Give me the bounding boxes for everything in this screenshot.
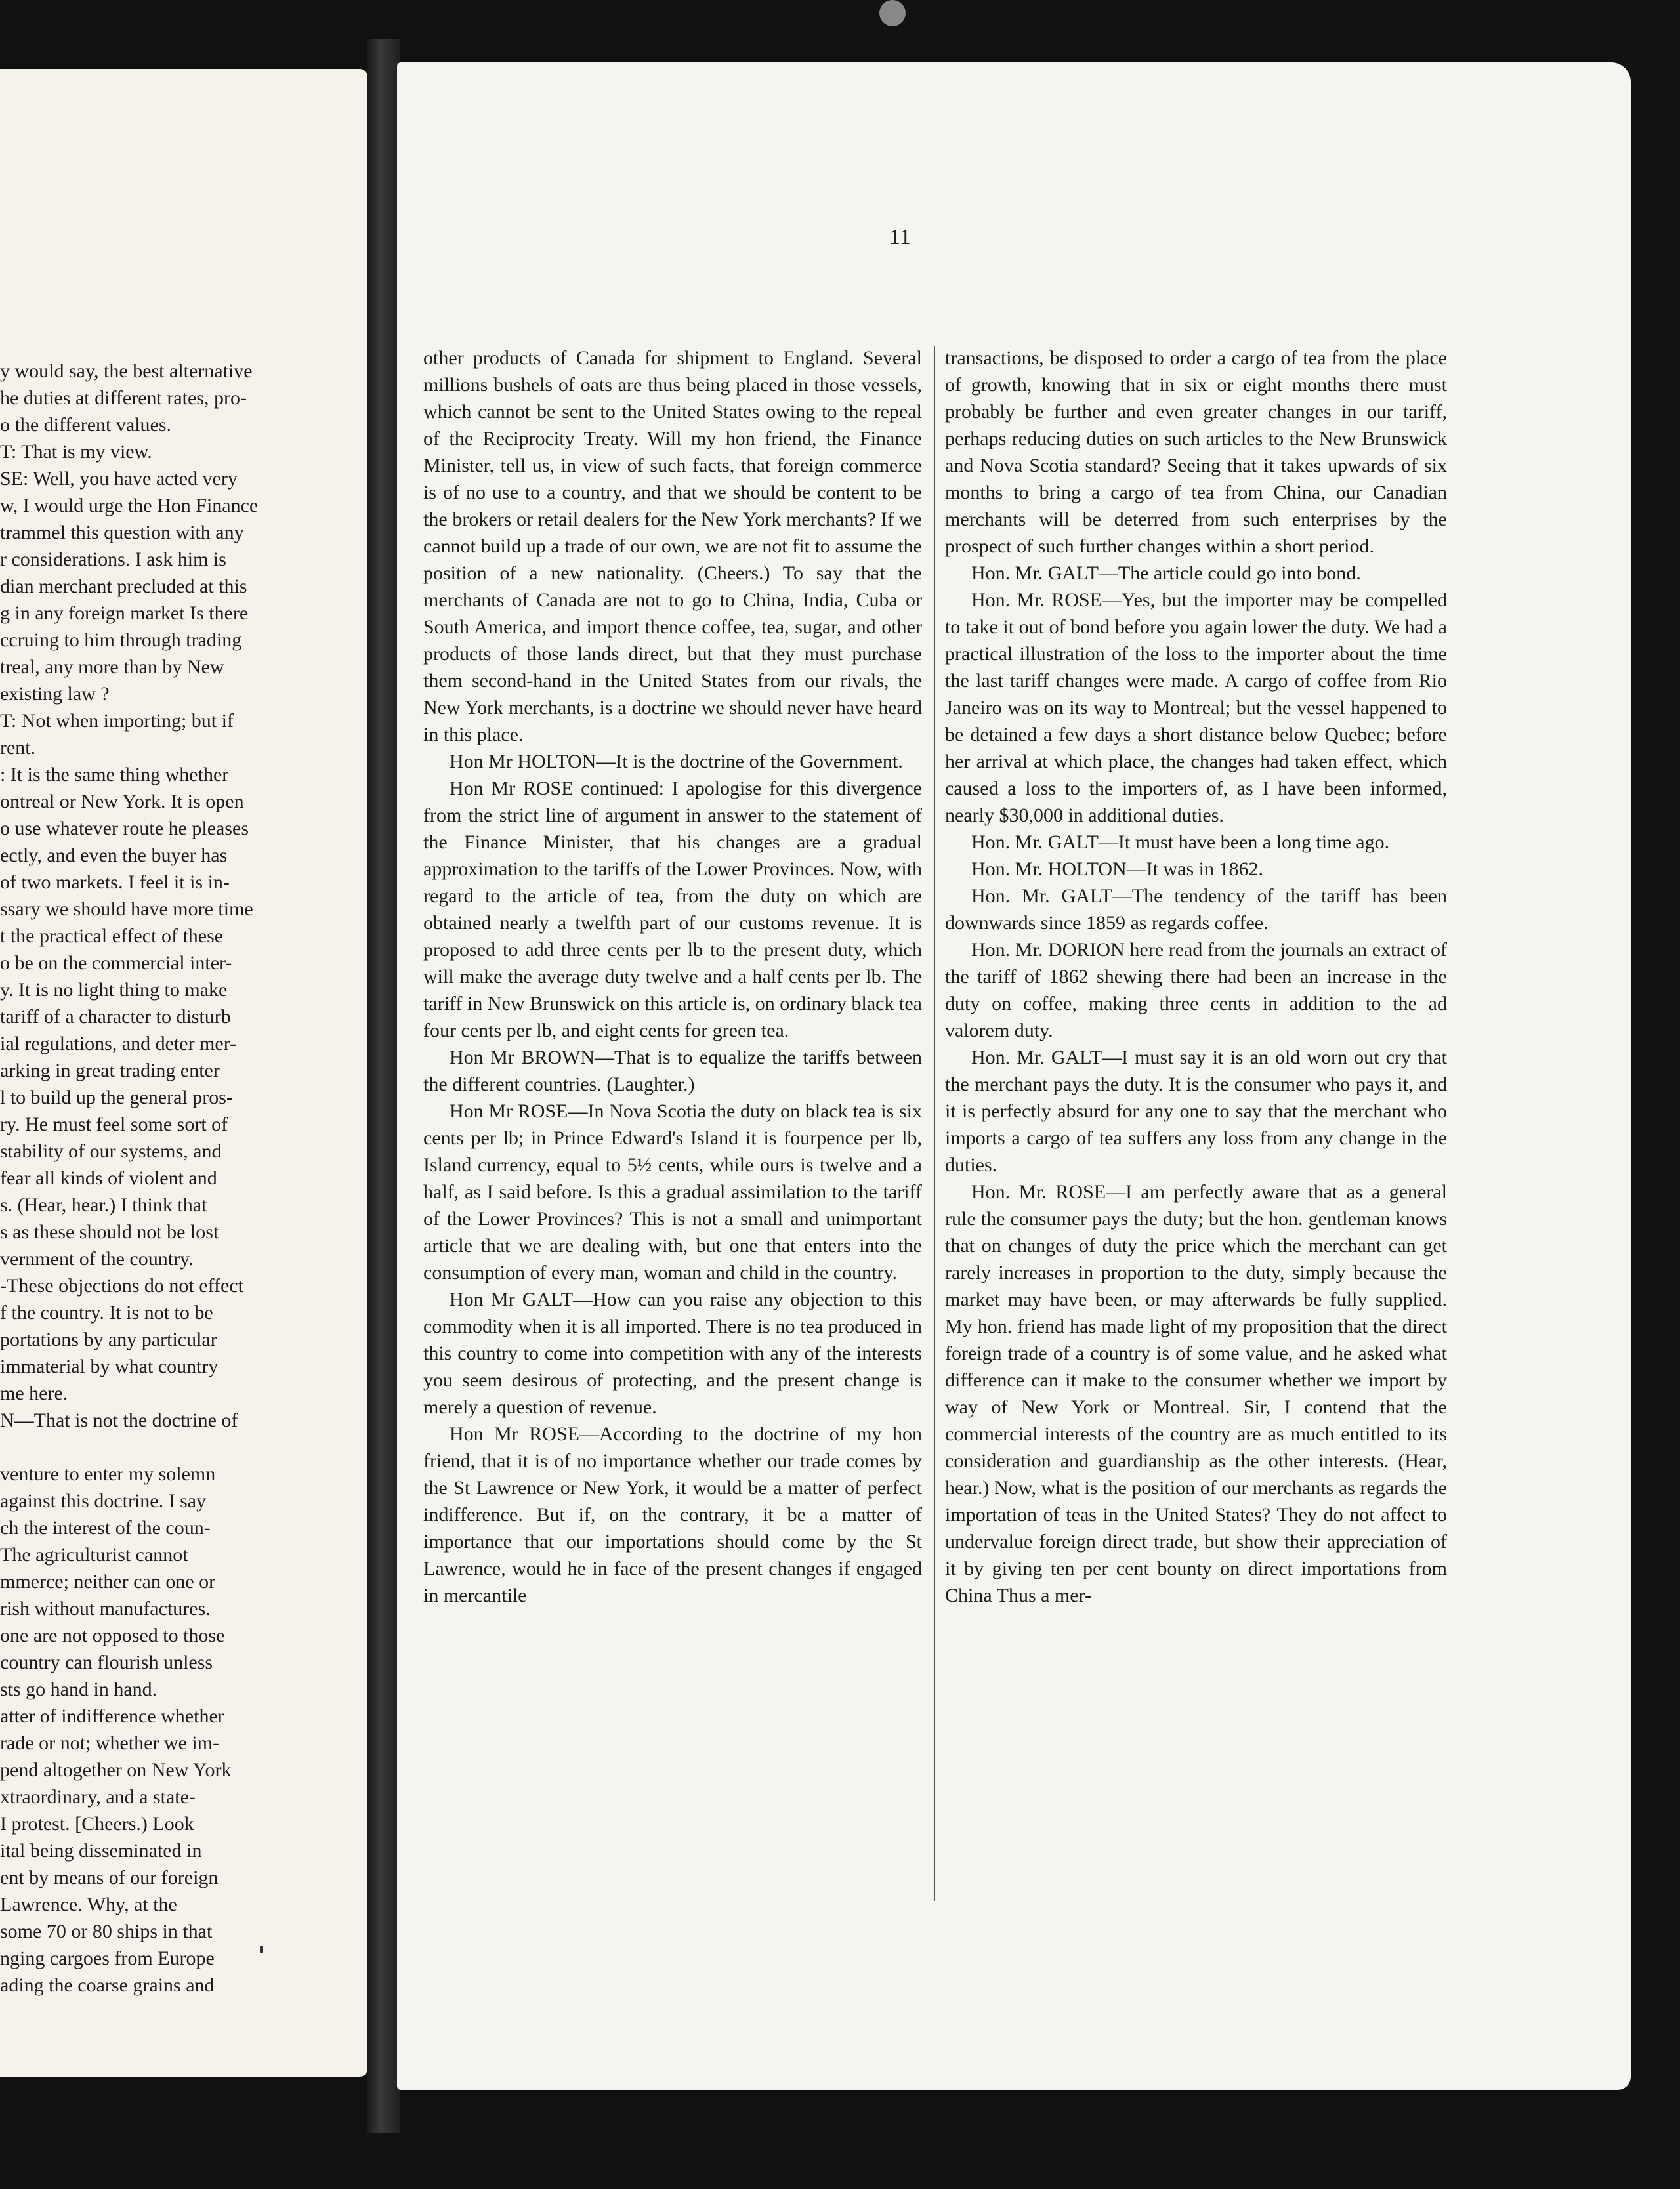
left-page-line: r considerations. I ask him is: [0, 549, 226, 570]
left-page-line: immaterial by what country: [0, 1356, 219, 1377]
left-page-line: ccruing to him through trading: [0, 629, 242, 651]
left-page-line: s. (Hear, hear.) I think that: [0, 1194, 207, 1216]
left-page-line: ading the coarse grains and: [0, 1974, 215, 1996]
book-gutter: [368, 39, 400, 2133]
left-page-line: SE: Well, you have acted very: [0, 468, 238, 490]
left-page-line: he duties at different rates, pro-: [0, 387, 247, 409]
left-page-line: l to build up the general pros-: [0, 1087, 233, 1108]
paragraph: Hon Mr ROSE—In Nova Scotia the duty on black tea is six cents per lb; in Prince Edward's Island it is fourpence per lb, Island currency, equal to 5½ cents, while ours is twelve and a half, as I said before. Is this a gradual assimilation to the tariff of the Lower Provinces? This is not a small and unimportant article that we are dealing with, but one that enters into the consumption of every man, woman and child in the country.: [423, 1100, 922, 1283]
left-page-line: portations by any particular: [0, 1329, 217, 1350]
left-page: [0, 69, 368, 2077]
paragraph: transactions, be disposed to order a cargo of tea from the place of growth, knowing that in six or eight months there must probably be further and even greater changes in our tariff, perhaps reducing duties on such articles to the New Brunswick and Nova Scotia standard? Seeing that it takes upwards of six months to bring a cargo of tea from China, our Canadian merchants will be deterred from such enterprises by the prospect of such further changes within a short period.: [945, 347, 1447, 557]
paragraph: Hon. Mr. GALT—I must say it is an old worn out cry that the merchant pays the duty. It is the consumer who pays it, and it is perfectly absurd for any one to say that the merchant who imports a cargo of tea suffers any loss from any change in the duties.: [945, 1047, 1447, 1176]
paragraph: Hon Mr BROWN—That is to equalize the tariffs between the different countries. (Laughter.): [423, 1047, 922, 1095]
left-page-line: of two markets. I feel it is in-: [0, 871, 230, 893]
left-page-line: sts go hand in hand.: [0, 1678, 158, 1700]
paragraph: Hon Mr ROSE continued: I apologise for this divergence from the strict line of argument in answer to the statement of the Finance Minister, that his changes are a gradual approximation to the tariffs of the Lower Provinces. Now, with regard to the article of tea, from the duty on which are obtained nearly a twelfth part of our customs revenue. It is proposed to add three cents per lb to the present duty, which will make the average duty twelve and a half cents per lb. The tariff in New Brunswick on this article is, on ordinary black tea four cents per lb, and eight cents for green tea.: [423, 778, 922, 1041]
left-page-line: -These objections do not effect: [0, 1275, 243, 1297]
left-page-line: existing law ?: [0, 683, 110, 705]
left-page-line: country can flourish unless: [0, 1652, 213, 1673]
left-page-line: trammel this question with any: [0, 522, 244, 543]
left-page-line: me here.: [0, 1383, 68, 1404]
left-page-line: ial regulations, and deter mer-: [0, 1033, 237, 1054]
paragraph: Hon. Mr. GALT—The article could go into bond.: [971, 562, 1361, 584]
left-page-line: [0, 1434, 331, 1461]
left-page-line: ectly, and even the buyer has: [0, 844, 228, 866]
left-page-line: The agriculturist cannot: [0, 1544, 188, 1566]
left-page-line: tariff of a character to disturb: [0, 1006, 231, 1028]
left-page-line: rade or not; whether we im-: [0, 1732, 220, 1754]
left-page-line: stability of our systems, and: [0, 1140, 222, 1162]
left-page-line: y. It is no light thing to make: [0, 979, 228, 1001]
text-column-left: [423, 344, 922, 1609]
left-page-line: Lawrence. Why, at the: [0, 1894, 177, 1915]
left-page-line: pend altogether on New York: [0, 1759, 232, 1781]
text-column-right: [945, 344, 1447, 1609]
paragraph: Hon. Mr. GALT—It must have been a long time ago.: [971, 831, 1390, 853]
left-page-line: s as these should not be lost: [0, 1221, 219, 1243]
column-rule: [934, 346, 935, 1901]
left-page-line: T: That is my view.: [0, 441, 152, 463]
paragraph: other products of Canada for shipment to England. Several millions bushels of oats are thus being placed in those vessels, which cannot be sent to the United States owing to the repeal of the Reciprocity Treaty. Will my hon friend, the Finance Minister, tell us, in view of such facts, that foreign commerce is of no use to a country, and that we should be content to be the brokers or retail dealers for the New York merchants? If we cannot build up a trade of our own, we are not fit to assume the position of a new nationality. (Cheers.) To say that the merchants of Canada are not to go to China, India, Cuba or South America, and import thence coffee, tea, sugar, and other products of those lands direct, but that they must purchase them second-hand in the United States from our rivals, the New York merchants, is a doctrine we should never have heard in this place.: [423, 347, 922, 745]
left-page-line: mmerce; neither can one or: [0, 1571, 216, 1593]
paragraph: Hon Mr ROSE—According to the doctrine of my hon friend, that it is of no importance whether our trade comes by the St Lawrence or New York, it would be a matter of perfect indifference. But if, on the contrary, it be a matter of importance that our importations should come by the St Lawrence, would he in face of the present changes if engaged in mercantile: [423, 1423, 922, 1606]
left-page-line: N—That is not the doctrine of: [0, 1409, 238, 1431]
left-page-line: atter of indifference whether: [0, 1705, 224, 1727]
left-page-line: treal, any more than by New: [0, 656, 224, 678]
left-page-line: t the practical effect of these: [0, 925, 224, 947]
left-page-line: rent.: [0, 737, 36, 759]
left-page-line: o the different values.: [0, 414, 172, 436]
paragraph: Hon. Mr. GALT—The tendency of the tariff has been downwards since 1859 as regards coffee.: [945, 885, 1447, 934]
left-page-line: f the country. It is not to be: [0, 1302, 213, 1324]
left-page-line: arking in great trading enter: [0, 1060, 220, 1081]
paragraph: Hon. Mr. ROSE—Yes, but the importer may be compelled to take it out of bond before you again lower the duty. We had a practical illustration of the loss to the importer about the time the last tariff changes were made. A cargo of coffee from Rio Janeiro was on its way to Montreal; but the vessel happened to be detained a few days a short distance below Quebec; before her arrival at which place, the changes had taken effect, which caused a loss to the importers of, as I have been informed, nearly $30,000 in additional duties.: [945, 589, 1447, 826]
left-page-line: : It is the same thing whether: [0, 764, 229, 785]
paragraph: Hon. Mr. ROSE—I am perfectly aware that as a general rule the consumer pays the duty; but the hon. gentleman knows that on changes of duty the price which the merchant can get rarely increases in proportion to the duty, simply because the market may have been, or may afterwards be fully supplied. My hon. friend has made light of my proposition that the direct foreign trade of a country is of some value, and he asked what difference can it make to the consumer whether we import by way of New York or Montreal. Sir, I contend that the commercial interests of the country are as much entitled to its consideration and guardianship as the other interests. (Hear, hear.) Now, what is the position of our merchants as regards the importation of teas in the United States? They do not affect to undervalue foreign direct trade, but show their appreciation of it by giving ten per cent bounty on direct importations from China Thus a mer-: [945, 1181, 1447, 1606]
paragraph: Hon. Mr. DORION here read from the journals an extract of the tariff of 1862 shewing there had been an increase in the duty on coffee, making three cents in addition to the ad valorem duty.: [945, 939, 1447, 1041]
page-number: 11: [889, 225, 911, 249]
left-page-line: w, I would urge the Hon Finance: [0, 495, 259, 516]
left-page-line: against this doctrine. I say: [0, 1490, 207, 1512]
left-page-text: [0, 358, 331, 1999]
left-page-line: ssary we should have more time: [0, 898, 253, 920]
left-page-line: one are not opposed to those: [0, 1625, 225, 1646]
left-page-line: vernment of the country.: [0, 1248, 194, 1270]
left-page-line: o be on the commercial inter-: [0, 952, 232, 974]
left-page-line: venture to enter my solemn: [0, 1463, 216, 1485]
left-page-line: g in any foreign market Is there: [0, 602, 249, 624]
left-page-line: dian merchant precluded at this: [0, 575, 247, 597]
left-page-line: ent by means of our foreign: [0, 1867, 219, 1888]
paragraph: Hon. Mr. HOLTON—It was in 1862.: [971, 858, 1264, 880]
print-speck: [260, 1946, 263, 1953]
right-page: [397, 62, 1631, 2090]
left-page-line: ontreal or New York. It is open: [0, 791, 244, 812]
left-page-line: y would say, the best alternative: [0, 360, 253, 382]
left-page-line: ch the interest of the coun-: [0, 1517, 211, 1539]
left-page-line: rish without manufactures.: [0, 1598, 211, 1619]
left-page-line: nging cargoes from Europe: [0, 1948, 215, 1969]
paragraph: Hon Mr GALT—How can you raise any objection to this commodity when it is all imported. There is no tea produced in this country to come into competition with any of the interests you seem desirous of protecting, and the present change is merely a question of revenue.: [423, 1289, 922, 1418]
left-page-line: ital being disseminated in: [0, 1840, 202, 1862]
left-page-line: xtraordinary, and a state-: [0, 1786, 196, 1808]
left-page-line: T: Not when importing; but if: [0, 710, 234, 732]
left-page-line: some 70 or 80 ships in that: [0, 1921, 213, 1942]
paragraph: Hon Mr HOLTON—It is the doctrine of the Government.: [450, 751, 903, 772]
left-page-line: o use whatever route he pleases: [0, 818, 249, 839]
left-page-line: ry. He must feel some sort of: [0, 1114, 228, 1135]
left-page-line: fear all kinds of violent and: [0, 1167, 217, 1189]
left-page-line: I protest. [Cheers.) Look: [0, 1813, 194, 1835]
binding-hole: [879, 0, 906, 26]
